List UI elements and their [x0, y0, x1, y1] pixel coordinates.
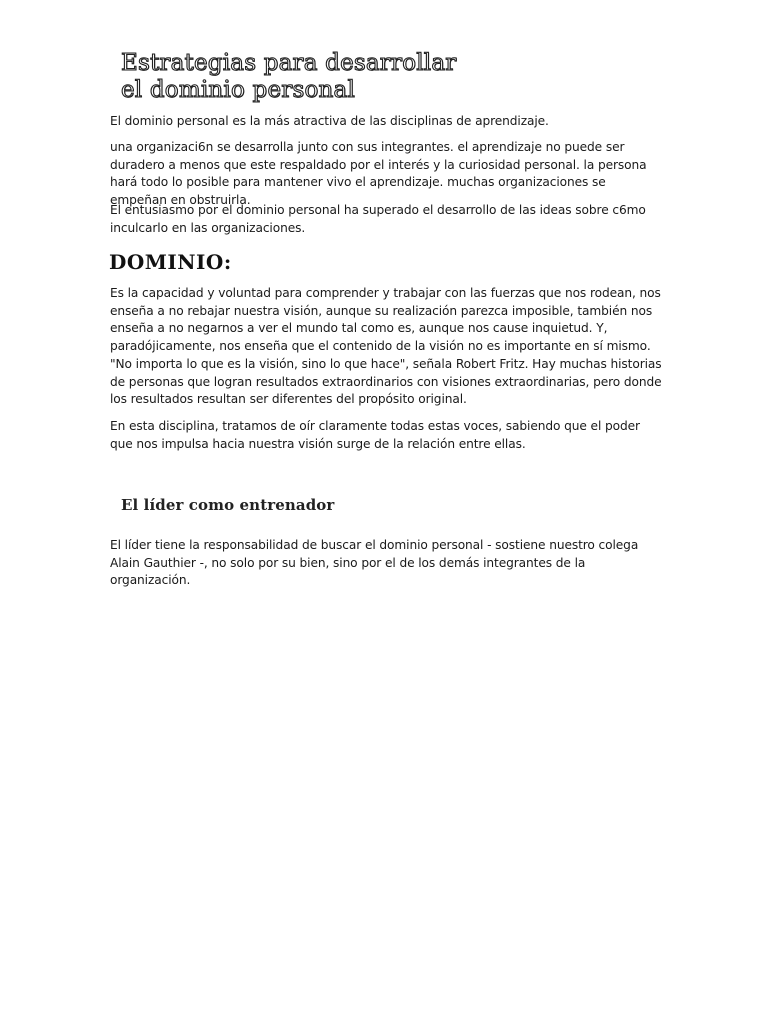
section-heading-lider: El líder como entrenador [121, 496, 335, 514]
intro-paragraph-1: El dominio personal es la más atractiva de las disciplinas de aprendizaje. [110, 114, 549, 128]
dominio-paragraph-1: Es la capacidad y voluntad para comprender y trabajar con las fuerzas que nos rodean, nos enseña a no rebajar nuestra visión, aunque su realización parezca imposible, también nos enseña a no negarnos a ver el mundo tal como es, aunque nos cause inquietud. Y, paradójicamente, nos enseña que el contenido de la visión no es importante en sí mismo. "No importa lo que es la visión, sino lo que hace", señala Robert Fritz. Hay muchas historias de personas que logran resultados extraordinarios con visiones extraordinarias, pero donde los resultados resultan ser diferentes del propósito original. [110, 286, 662, 407]
title-line-2: el dominio personal [121, 77, 356, 103]
intro-paragraph-3: El entusiasmo por el dominio personal ha superado el desarrollo de las ideas sobre c6mo inculcarlo en las organizaciones. [110, 203, 646, 235]
section-heading-dominio: DOMINIO: [109, 250, 232, 274]
dominio-paragraph-2: En esta disciplina, tratamos de oír claramente todas estas voces, sabiendo que el poder que nos impulsa hacia nuestra visión surge de la relación entre ellas. [110, 419, 640, 451]
document-title [121, 50, 641, 104]
intro-paragraph-2: una organizaci6n se desarrolla junto con sus integrantes. el aprendizaje no puede ser duradero a menos que este respaldado por el interés y la curiosidad personal. la persona hará todo lo posible para mantener vivo el aprendizaje. muchas organizaciones se empeñan en obstruirla. [110, 140, 647, 208]
lider-paragraph: El líder tiene la responsabilidad de buscar el dominio personal - sostiene nuestro colega Alain Gauthier -, no solo por su bien, sino por el de los demás integrantes de la organización. [110, 538, 639, 588]
title-line-1: Estrategias para desarrollar [121, 50, 457, 76]
